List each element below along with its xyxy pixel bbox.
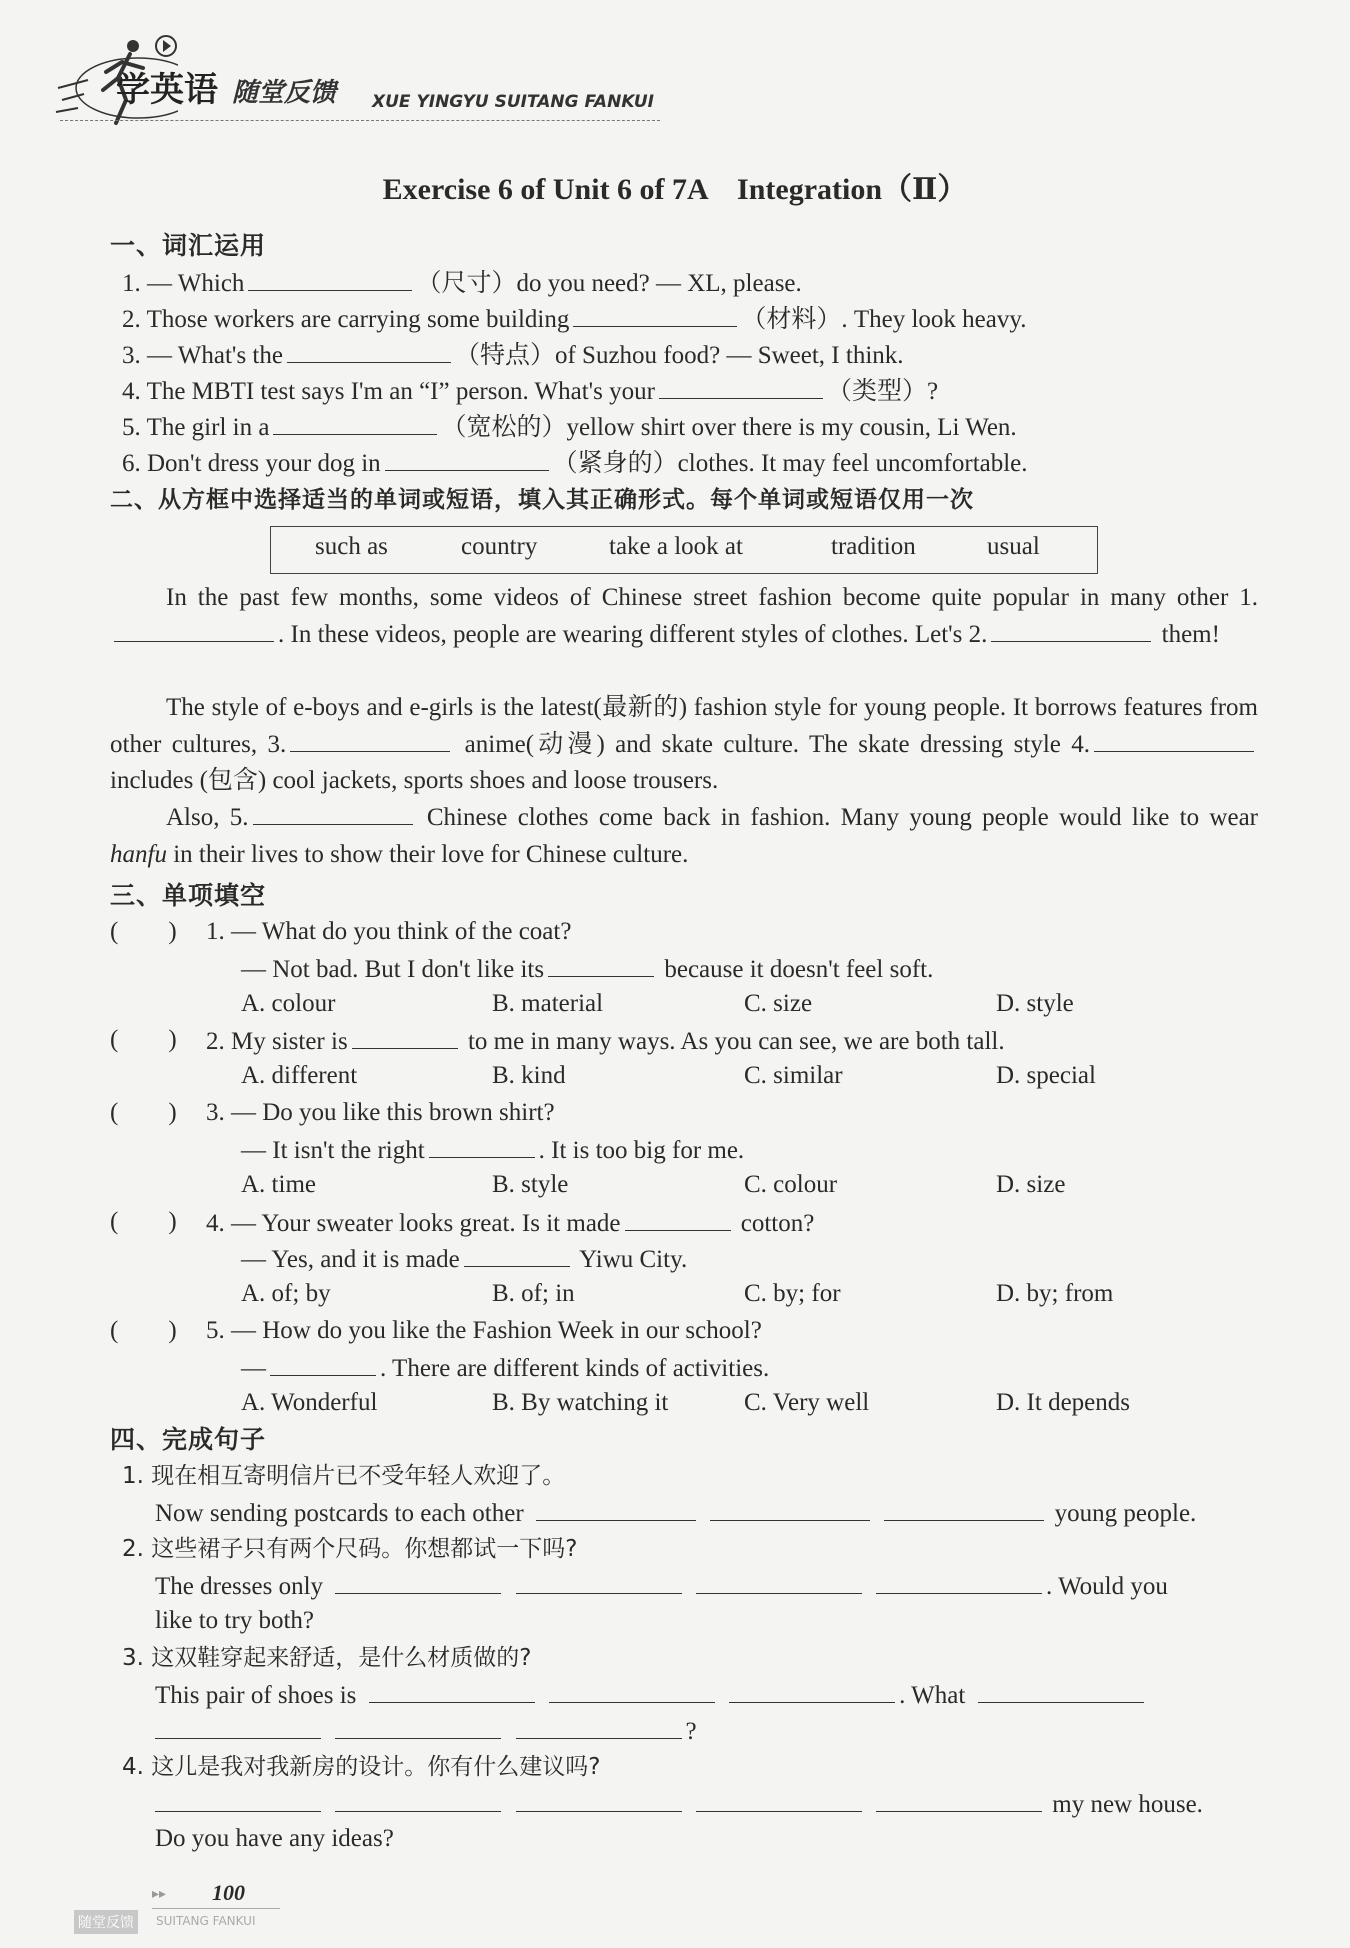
answer-parentheses[interactable]: ( ) — [110, 918, 177, 945]
word-box — [270, 526, 1098, 574]
translate-answer-2: The dresses only . Would you — [155, 1567, 1168, 1605]
answer-blank[interactable] — [696, 1785, 862, 1812]
header-divider — [60, 120, 660, 121]
option-a[interactable]: A. Wonderful — [241, 1389, 378, 1416]
section-4-heading: 四、完成句子 — [110, 1425, 267, 1454]
footer-tag-pinyin: SUITANG FANKUI — [156, 1914, 256, 1928]
option-b[interactable]: B. By watching it — [492, 1389, 669, 1416]
option-c[interactable]: C. size — [744, 990, 813, 1017]
option-b[interactable]: B. of; in — [492, 1280, 575, 1307]
passage-blank-5[interactable] — [253, 800, 413, 825]
passage-paragraph-2: The style of e-boys and e-girls is the latest(最新的) fashion style for young people. It borrows features from other cultures, 3. anime(动漫) and skate culture. The skate dressing style 4. includes (包含) cool jackets, sports shoes and loose trousers. — [110, 694, 1258, 795]
section-1-heading: 一、词汇运用 — [110, 231, 267, 260]
option-c[interactable]: C. similar — [744, 1062, 843, 1089]
mc-question-5-line2: — . There are different kinds of activities. — [241, 1349, 769, 1387]
answer-blank[interactable] — [287, 336, 451, 363]
page-number: 100 — [212, 1880, 245, 1905]
answer-blank[interactable] — [155, 1785, 321, 1812]
translate-answer-1: Now sending postcards to each other young people. — [155, 1494, 1196, 1532]
option-a[interactable]: A. time — [241, 1171, 316, 1198]
option-b[interactable]: B. style — [492, 1171, 569, 1198]
translate-answer-3-cont: ? — [155, 1712, 697, 1750]
mc-question-3: 3. — Do you like this brown shirt? — [206, 1099, 555, 1126]
footer-tag: 随堂反馈 — [74, 1910, 138, 1934]
passage-blank-3[interactable] — [290, 727, 450, 752]
passage-paragraph-3: Also, 5. Chinese clothes come back in fashion. Many young people would like to wear hanfu in their lives to show their love for Chinese culture. — [110, 800, 1258, 873]
option-d[interactable]: D. by; from — [996, 1280, 1114, 1307]
section-3-heading: 三、单项填空 — [110, 881, 267, 910]
word-option: tradition — [831, 533, 916, 560]
vocab-item-4: 4. The MBTI test says I'm an “I” person. What's your （类型）? — [122, 372, 938, 410]
answer-blank[interactable] — [876, 1785, 1042, 1812]
answer-blank[interactable] — [978, 1676, 1144, 1703]
logo-pinyin: XUE YINGYU SUITANG FANKUI — [372, 92, 655, 112]
answer-blank[interactable] — [573, 300, 737, 327]
translate-prompt-2: 2. 这些裙子只有两个尺码。你想都试一下吗? — [122, 1536, 578, 1562]
passage-blank-1[interactable] — [114, 617, 274, 642]
answer-blank[interactable] — [155, 1712, 321, 1739]
answer-blank[interactable] — [516, 1785, 682, 1812]
answer-blank[interactable] — [270, 1349, 376, 1376]
vocab-item-2: 2. Those workers are carrying some building （材料）. They look heavy. — [122, 300, 1027, 338]
answer-blank[interactable] — [248, 264, 412, 291]
mc-question-4-line2: — Yes, and it is made Yiwu City. — [241, 1240, 687, 1278]
vocab-item-3: 3. — What's the （特点）of Suzhou food? — Sweet, I think. — [122, 336, 904, 374]
answer-blank[interactable] — [876, 1567, 1042, 1594]
mc-question-5: 5. — How do you like the Fashion Week in our school? — [206, 1317, 762, 1344]
answer-blank[interactable] — [884, 1494, 1044, 1521]
answer-parentheses[interactable]: ( ) — [110, 1317, 177, 1344]
answer-blank[interactable] — [659, 372, 823, 399]
mc-question-4: 4. — Your sweater looks great. Is it made cotton? — [206, 1204, 814, 1242]
answer-parentheses[interactable]: ( ) — [110, 1099, 177, 1126]
logo-subtitle: 随堂反馈 — [232, 78, 337, 108]
answer-blank[interactable] — [549, 1676, 715, 1703]
option-d[interactable]: D. It depends — [996, 1389, 1130, 1416]
page-title: Exercise 6 of Unit 6 of 7A Integration（Ⅱ） — [382, 173, 968, 206]
footer-arrow-icon: ▸▸ — [152, 1887, 167, 1902]
answer-blank[interactable] — [516, 1567, 682, 1594]
option-b[interactable]: B. material — [492, 990, 604, 1017]
vocab-item-5: 5. The girl in a （宽松的）yellow shirt over there is my cousin, Li Wen. — [122, 408, 1017, 446]
translate-prompt-4: 4. 这儿是我对我新房的设计。你有什么建议吗? — [122, 1754, 601, 1780]
word-option: take a look at — [609, 533, 743, 560]
answer-blank[interactable] — [385, 444, 549, 471]
answer-parentheses[interactable]: ( ) — [110, 1208, 177, 1235]
answer-blank[interactable] — [429, 1131, 535, 1158]
option-c[interactable]: C. colour — [744, 1171, 838, 1198]
answer-blank[interactable] — [696, 1567, 862, 1594]
mc-question-1: 1. — What do you think of the coat? — [206, 918, 572, 945]
option-c[interactable]: C. Very well — [744, 1389, 870, 1416]
answer-blank[interactable] — [729, 1676, 895, 1703]
passage-blank-4[interactable] — [1094, 727, 1254, 752]
mc-question-1-line2: — Not bad. But I don't like its because it doesn't feel soft. — [241, 950, 933, 988]
mc-question-2: 2. My sister is to me in many ways. As you can see, we are both tall. — [206, 1022, 1005, 1060]
answer-blank[interactable] — [369, 1676, 535, 1703]
word-option: such as — [315, 533, 388, 560]
vocab-item-6: 6. Don't dress your dog in （紧身的）clothes. It may feel uncomfortable. — [122, 444, 1028, 482]
option-c[interactable]: C. by; for — [744, 1280, 841, 1307]
word-option: usual — [987, 533, 1040, 560]
option-d[interactable]: D. style — [996, 990, 1074, 1017]
option-a[interactable]: A. different — [241, 1062, 358, 1089]
answer-blank[interactable] — [335, 1712, 501, 1739]
footer-divider — [152, 1908, 280, 1909]
answer-parentheses[interactable]: ( ) — [110, 1026, 177, 1053]
translate-answer-4: my new house. — [155, 1785, 1203, 1823]
logo-title: 学英语 — [116, 70, 218, 110]
passage-paragraph-1: In the past few months, some videos of Chinese street fashion become quite popular in many other 1.. In these videos, people are wearing different styles of clothes. Let's 2. them! — [110, 580, 1258, 653]
option-d[interactable]: D. size — [996, 1171, 1066, 1198]
answer-blank[interactable] — [335, 1567, 501, 1594]
answer-blank[interactable] — [536, 1494, 696, 1521]
answer-blank[interactable] — [625, 1204, 731, 1231]
translate-prompt-1: 1. 现在相互寄明信片已不受年轻人欢迎了。 — [122, 1463, 566, 1489]
option-a[interactable]: A. colour — [241, 990, 336, 1017]
answer-blank[interactable] — [273, 408, 437, 435]
word-option: country — [461, 533, 538, 560]
answer-blank[interactable] — [335, 1785, 501, 1812]
answer-blank[interactable] — [352, 1022, 458, 1049]
translate-answer-4-cont: Do you have any ideas? — [155, 1825, 394, 1852]
answer-blank[interactable] — [516, 1712, 682, 1739]
translate-answer-3: This pair of shoes is . What — [155, 1676, 1148, 1714]
translate-answer-2-cont: like to try both? — [155, 1607, 314, 1634]
translate-prompt-3: 3. 这双鞋穿起来舒适，是什么材质做的? — [122, 1645, 532, 1671]
option-b[interactable]: B. kind — [492, 1062, 566, 1089]
answer-blank[interactable] — [464, 1240, 570, 1267]
vocab-item-1: 1. — Which （尺寸）do you need? — XL, please. — [122, 264, 802, 302]
passage-blank-2[interactable] — [991, 617, 1151, 642]
answer-blank[interactable] — [548, 950, 654, 977]
mc-question-3-line2: — It isn't the right . It is too big for me. — [241, 1131, 744, 1169]
option-d[interactable]: D. special — [996, 1062, 1096, 1089]
section-2-heading: 二、从方框中选择适当的单词或短语，填入其正确形式。每个单词或短语仅用一次 — [110, 487, 974, 513]
option-a[interactable]: A. of; by — [241, 1280, 331, 1307]
answer-blank[interactable] — [710, 1494, 870, 1521]
